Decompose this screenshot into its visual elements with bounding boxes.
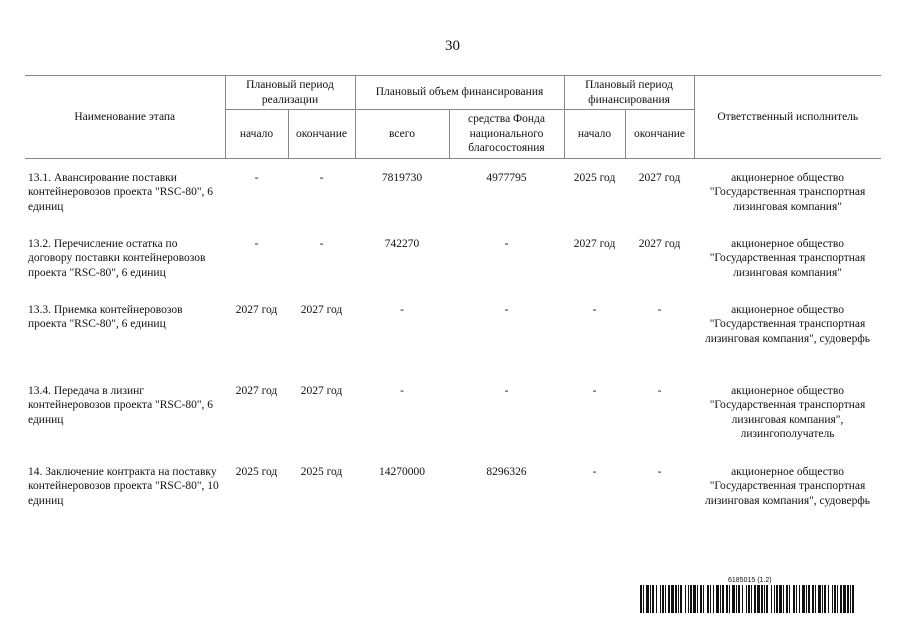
fin-fund: 8296326 <box>486 465 527 478</box>
header-impl-period: Плановый период реализации <box>225 76 355 110</box>
header-stage-name: Наименование этапа <box>25 76 225 159</box>
fin-end: 2027 год <box>638 171 681 184</box>
impl-start: - <box>254 237 259 250</box>
stage-name: 14. Заключение контракта на поставку контейнеровозов проекта "RSC-80", 10 единиц <box>28 465 219 507</box>
fin-start: 2025 год <box>573 171 616 184</box>
fin-total: 14270000 <box>379 465 425 478</box>
fin-start: 2027 год <box>573 237 616 250</box>
stage-name: 13.2. Перечисление остатка по договору поставки контейнеровозов проекта "RSC-80", 6 единиц <box>28 237 206 279</box>
header-impl-start: начало <box>225 110 288 159</box>
barcode-icon <box>640 585 856 613</box>
responsible: акционерное общество "Государственная транспортная лизинговая компания", судоверфь <box>704 303 871 345</box>
fin-fund: - <box>504 303 509 316</box>
fin-total: 742270 <box>384 237 420 250</box>
responsible: акционерное общество "Государственная транспортная лизинговая компания", судоверфь <box>704 465 871 507</box>
fin-fund: 4977795 <box>486 171 527 184</box>
header-fund: средства Фонда национального благосостояния <box>449 110 564 159</box>
table-row <box>25 171 881 237</box>
table-row <box>25 384 881 465</box>
impl-end: - <box>319 171 324 184</box>
fin-end: - <box>657 384 662 397</box>
impl-start: - <box>254 171 259 184</box>
fin-end: - <box>657 465 662 478</box>
page-number: 30 <box>445 38 460 54</box>
fin-total: - <box>400 303 404 316</box>
table-row <box>25 303 881 384</box>
header-total: всего <box>355 110 449 159</box>
fin-fund: - <box>504 384 509 397</box>
impl-start: 2027 год <box>235 384 278 397</box>
fin-total: - <box>400 384 404 397</box>
stage-name: 13.3. Приемка контейнеровозов проекта "RSC-80", 6 единиц <box>28 303 183 330</box>
fin-start: - <box>592 303 597 316</box>
impl-end: 2027 год <box>300 303 343 316</box>
fin-start: - <box>592 384 597 397</box>
table-row <box>25 237 881 303</box>
barcode-label: 6185015 (1.2) <box>728 577 772 584</box>
table-row <box>25 465 881 545</box>
impl-end: - <box>319 237 324 250</box>
impl-end: 2025 год <box>300 465 343 478</box>
header-fin-start: начало <box>564 110 625 159</box>
header-responsible: Ответственный исполнитель <box>694 76 881 159</box>
stage-name: 13.1. Авансирование поставки контейнеровозов проекта "RSC-80", 6 единиц <box>28 171 214 213</box>
impl-start: 2027 год <box>235 303 278 316</box>
header-fin-period: Плановый период финансирования <box>564 76 694 110</box>
fin-end: 2027 год <box>638 237 681 250</box>
stage-name: 13.4. Передача в лизинг контейнеровозов проекта "RSC-80", 6 единиц <box>28 384 214 426</box>
responsible: акционерное общество "Государственная транспортная лизинговая компания" <box>709 237 866 279</box>
impl-end: 2027 год <box>300 384 343 397</box>
stages-table <box>25 75 881 545</box>
impl-start: 2025 год <box>235 465 278 478</box>
responsible: акционерное общество "Государственная транспортная лизинговая компания", лизингополучатель <box>709 384 866 440</box>
fin-end: - <box>657 303 662 316</box>
header-fin-end: окончание <box>625 110 694 159</box>
header-fin-volume: Плановый объем финансирования <box>355 76 564 110</box>
fin-fund: - <box>504 237 509 250</box>
header-impl-end: окончание <box>288 110 355 159</box>
fin-total: 7819730 <box>381 171 423 184</box>
responsible: акционерное общество "Государственная транспортная лизинговая компания" <box>709 171 866 213</box>
fin-start: - <box>592 465 597 478</box>
